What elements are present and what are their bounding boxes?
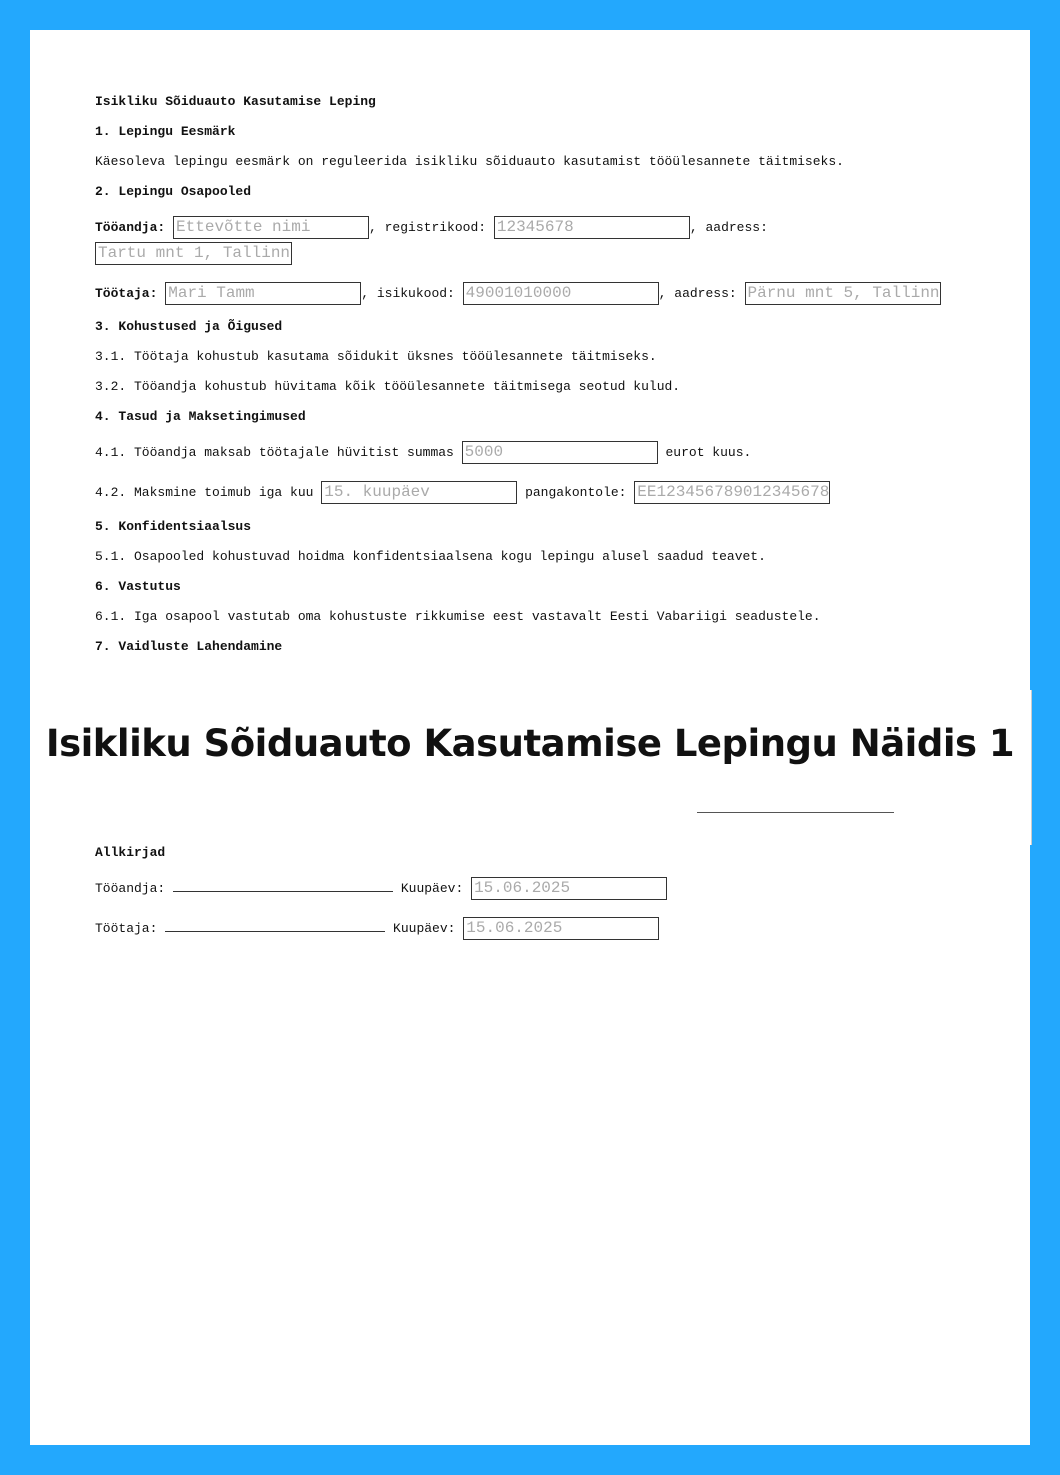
section-2-heading: 2. Lepingu Osapooled bbox=[95, 184, 252, 199]
employer-address-label: , aadress: bbox=[689, 219, 768, 235]
section-6-1: 6.1. Iga osapool vastutab oma kohustuste rikkumise eest vastavalt Eesti Vabariigi seadustele. bbox=[95, 609, 821, 624]
employer-label: Tööandja: bbox=[95, 219, 166, 235]
payment-day-field[interactable]: 15. kuupäev bbox=[321, 481, 517, 504]
employee-row bbox=[95, 282, 941, 305]
employee-address-label: , aadress: bbox=[658, 285, 737, 301]
sig-employee-date-label: Kuupäev: bbox=[393, 920, 456, 936]
section-4-2 bbox=[95, 481, 830, 504]
employer-date-field[interactable]: 15.06.2025 bbox=[471, 877, 667, 900]
employee-name-field[interactable]: Mari Tamm bbox=[165, 282, 361, 305]
section-4-2-prefix: 4.2. Maksmine toimub iga kuu bbox=[95, 484, 314, 500]
employer-signature-line[interactable] bbox=[173, 879, 393, 892]
divider-rule bbox=[697, 812, 894, 813]
sig-employee-label: Töötaja: bbox=[95, 920, 158, 936]
sig-employer-label: Tööandja: bbox=[95, 880, 166, 896]
section-4-1-prefix: 4.1. Tööandja maksab töötajale hüvitist summas bbox=[95, 444, 454, 460]
section-4-heading: 4. Tasud ja Maksetingimused bbox=[95, 409, 306, 424]
section-6-heading: 6. Vastutus bbox=[95, 579, 181, 594]
idcode-field[interactable]: 49001010000 bbox=[463, 282, 659, 305]
employer-address-field[interactable]: Tartu mnt 1, Tallinn bbox=[95, 242, 292, 265]
sig-employer-date-label: Kuupäev: bbox=[400, 880, 464, 896]
section-3-1: 3.1. Töötaja kohustub kasutama sõidukit üksnes tööülesannete täitmiseks. bbox=[95, 349, 657, 364]
bank-account-field[interactable]: EE123456789012345678 bbox=[634, 481, 830, 504]
employee-signature-line[interactable] bbox=[165, 919, 385, 932]
employer-name-field[interactable]: Ettevõtte nimi bbox=[173, 216, 369, 239]
banner-title: Isikliku Sõiduauto Kasutamise Lepingu Näidis 1 bbox=[45, 722, 1015, 765]
section-5-heading: 5. Konfidentsiaalsus bbox=[95, 519, 252, 534]
title-banner bbox=[30, 690, 1032, 845]
section-5-1: 5.1. Osapooled kohustuvad hoidma konfidentsiaalsena kogu lepingu alusel saadud teavet. bbox=[95, 549, 766, 564]
section-4-1 bbox=[95, 441, 751, 464]
amount-field[interactable]: 5000 bbox=[462, 441, 658, 464]
employer-address-row bbox=[95, 242, 292, 265]
section-3-heading: 3. Kohustused ja Õigused bbox=[95, 319, 283, 334]
regcode-field[interactable]: 12345678 bbox=[494, 216, 690, 239]
document-title: Isikliku Sõiduauto Kasutamise Leping bbox=[95, 94, 376, 109]
signatures-heading: Allkirjad bbox=[95, 845, 166, 860]
employer-row bbox=[95, 216, 768, 239]
section-7-heading: 7. Vaidluste Lahendamine bbox=[95, 639, 283, 654]
section-3-2: 3.2. Tööandja kohustub hüvitama kõik tööülesannete täitmisega seotud kulud. bbox=[95, 379, 681, 394]
employee-date-field[interactable]: 15.06.2025 bbox=[463, 917, 659, 940]
section-1-heading: 1. Lepingu Eesmärk bbox=[95, 124, 236, 139]
employer-signature-row bbox=[95, 877, 667, 900]
idcode-label: , isikukood: bbox=[361, 285, 455, 301]
bank-account-label: pangakontole: bbox=[525, 484, 627, 500]
employee-label: Töötaja: bbox=[95, 285, 158, 301]
regcode-label: , registrikood: bbox=[369, 219, 487, 235]
section-1-text: Käesoleva lepingu eesmärk on reguleerida isikliku sõiduauto kasutamist tööülesannete täitmiseks. bbox=[95, 154, 844, 169]
employee-address-field[interactable]: Pärnu mnt 5, Tallinn bbox=[745, 282, 941, 305]
employee-signature-row bbox=[95, 917, 659, 940]
section-4-1-suffix: eurot kuus. bbox=[665, 444, 752, 460]
